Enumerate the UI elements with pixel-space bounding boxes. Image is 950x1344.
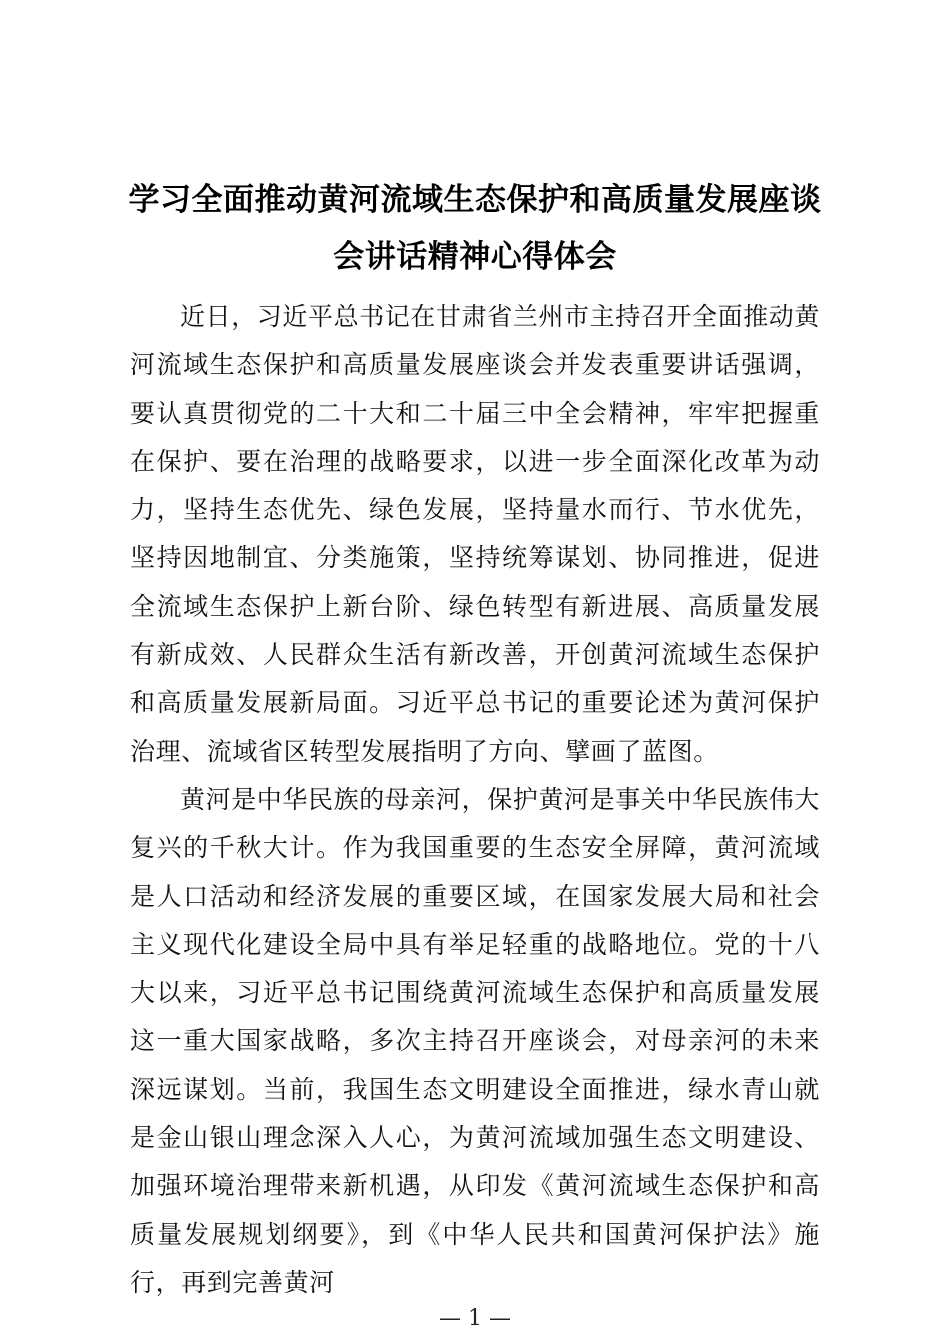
document-title: 学习全面推动黄河流域生态保护和高质量发展座谈会讲话精神心得体会 — [128, 182, 822, 275]
document-body — [130, 293, 820, 1307]
page-number: — 1 — — [439, 1306, 511, 1331]
paragraph-1: 近日，习近平总书记在甘肃省兰州市主持召开全面推动黄河流域生态保护和高质量发展座谈会并发表重要讲话强调，要认真贯彻党的二十大和二十届三中全会精神，牢牢把握重在保护、要在治理的战略要求，以进一步全面深化改革为动力，坚持生态优先、绿色发展，坚持量水而行、节水优先，坚持因地制宜、分类施策，坚持统筹谋划、协同推进，促进全流域生态保护上新台阶、绿色转型有新进展、高质量发展有新成效、人民群众生活有新改善，开创黄河流域生态保护和高质量发展新局面。习近平总书记的重要论述为黄河保护治理、流域省区转型发展指明了方向、擘画了蓝图。 — [130, 302, 821, 766]
paragraph-2: 黄河是中华民族的母亲河，保护黄河是事关中华民族伟大复兴的千秋大计。作为我国重要的生态安全屏障，黄河流域是人口活动和经济发展的重要区域，在国家发展大局和社会主义现代化建设全局中具有举足轻重的战略地位。党的十八大以来，习近平总书记围绕黄河流域生态保护和高质量发展这一重大国家战略，多次主持召开座谈会，对母亲河的未来深远谋划。当前，我国生态文明建设全面推进，绿水青山就是金山银山理念深入人心，为黄河流域加强生态文明建设、加强环境治理带来新机遇，从印发《黄河流域生态保护和高质量发展规划纲要》，到《中华人民共和国黄河保护法》施行，再到完善黄河 — [130, 784, 821, 1297]
